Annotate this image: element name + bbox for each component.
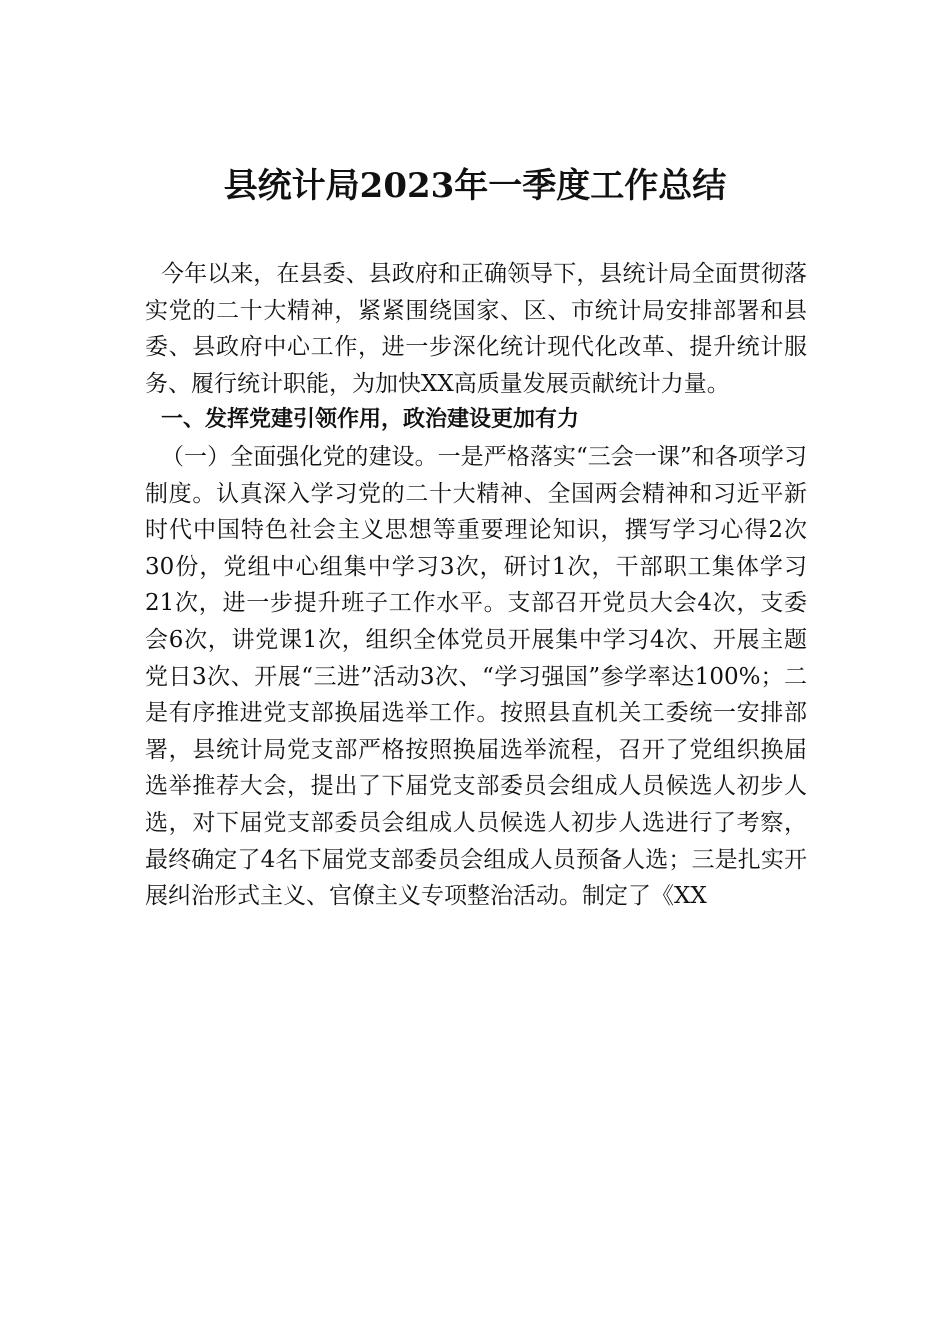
intro-paragraph: 今年以来，在县委、县政府和正确领导下，县统计局全面贯彻落实党的二十大精神，紧紧围绕国家、区、市统计局安排部署和县委、县政府中心工作，进一步深化统计现代化改革、提升统计服务、履行统计职能，为加快XX高质量发展贡献统计力量。 bbox=[145, 261, 807, 397]
section-paragraph: （一）全面强化党的建设。一是严格落实“三会一课”和各项学习制度。认真深入学习党的二十大精神、全国两会精神和习近平新时代中国特色社会主义思想等重要理论知识，撰写学习心得2次30份，党组中心组集中学习3次，研讨1次，干部职工集体学习21次，进一步提升班子工作水平。支部召开党员大会4次，支委会6次，讲党课1次，组织全体党员开展集中学习4次、开展主题党日3次、开展“三进”活动3次、“学习强国”参学率达100%；二是有序推进党支部换届选举工作。按照县直机关工委统一安排部署，县统计局党支部严格按照换届选举流程，召开了党组织换届选举推荐大会，提出了下届党支部委员会组成人员候选人初步人选，对下届党支部委员会组成人员候选人初步人选进行了考察，最终确定了4名下届党支部委员会组成人员预备人选；三是扎实开展纠治形式主义、官僚主义专项整治活动。制定了《XX bbox=[145, 443, 807, 910]
document-title: 县统计局2023年一季度工作总结 bbox=[223, 166, 727, 206]
section-heading: 一、发挥党建引领作用，政治建设更加有力 bbox=[161, 407, 580, 433]
document-body bbox=[145, 256, 807, 915]
